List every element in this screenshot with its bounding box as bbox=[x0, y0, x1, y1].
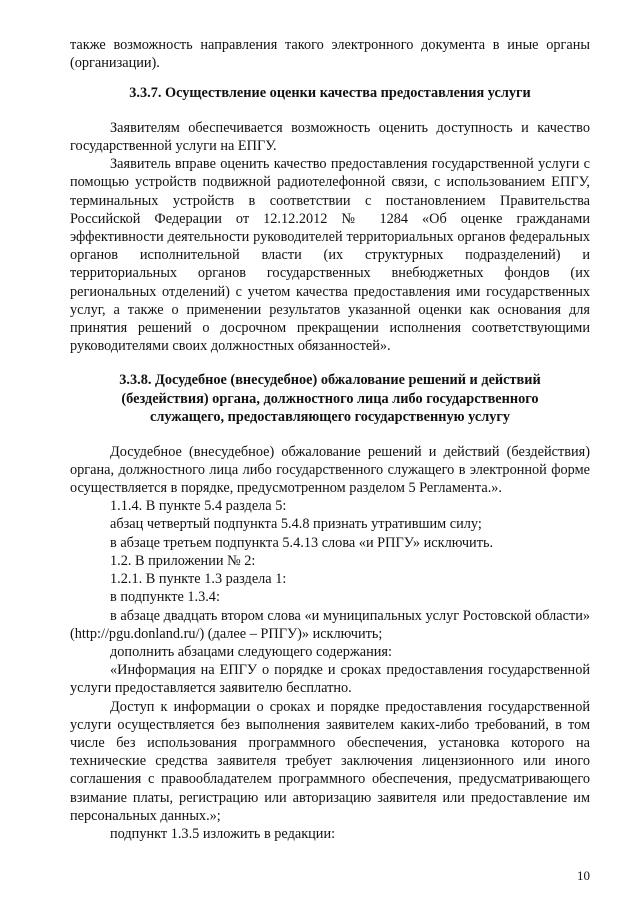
paragraph: 1.1.4. В пункте 5.4 раздела 5: bbox=[110, 498, 287, 515]
section-heading-3-3-7: 3.3.7. Осуществление оценки качества предоставления услуги bbox=[129, 85, 531, 102]
section-heading-3-3-8 bbox=[70, 371, 590, 426]
heading-line: служащего, предоставляющего государственную услугу bbox=[149, 409, 511, 426]
paragraph: Досудебное (внесудебное) обжалование решений и действий (бездействия) органа, должностного лица либо государственного служащего в электронной форме осуществляется в порядке, предусмотренном разделом 5 Регламента.». bbox=[70, 443, 590, 497]
paragraph: Доступ к информации о сроках и порядке предоставления государственной услуги осуществляется без выполнения заявителем каких-либо требований, в том числе без использования программного обеспечения, установка которого на технические средства заявителя требует заключения лицензионного или иного соглашения с правообладателем программного обеспечения, предусматривающего взимание платы, регистрацию или авторизацию заявителя или предоставление им персональных данных.»; bbox=[70, 698, 590, 824]
paragraph: 1.2.1. В пункте 1.3 раздела 1: bbox=[110, 571, 287, 588]
heading-line: 3.3.8. Досудебное (внесудебное) обжалование решений и действий bbox=[119, 372, 541, 389]
paragraph: 1.2. В приложении № 2: bbox=[110, 552, 256, 569]
document-page bbox=[70, 36, 590, 843]
paragraph: в подпункте 1.3.4: bbox=[110, 589, 220, 606]
page-number: 10 bbox=[577, 868, 590, 883]
paragraph: «Информация на ЕПГУ о порядке и сроках предоставления государственной услуги предоставляется заявителю бесплатно. bbox=[70, 662, 590, 697]
paragraph: в абзаце третьем подпункта 5.4.13 слова «и РПГУ» исключить. bbox=[110, 534, 494, 551]
paragraph: подпункт 1.3.5 изложить в редакции: bbox=[110, 825, 336, 842]
paragraph-continuation: также возможность направления такого электронного документа в иные органы (организации). bbox=[70, 37, 590, 72]
paragraph: Заявитель вправе оценить качество предоставления государственной услуги с помощью устройств подвижной радиотелефонной связи, с использованием ЕПГУ, терминальных устройств в соответствии с постановлением Правительства Российской Федерации от 12.12.2012 № 1284 «Об оценке гражданами эффективности деятельности руководителей территориальных органов федеральных органов исполнительной власти (их структурных подразделений) и территориальных органов государственных внебюджетных фондов (их региональных отделений) с учетом качества предоставления ими государственных услуг, а также о применении результатов указанной оценки как основания для принятия решений о досрочном прекращении исполнения соответствующими руководителями своих должностных обязанностей». bbox=[70, 156, 590, 355]
paragraph: Заявителям обеспечивается возможность оценить доступность и качество государственной услуги на ЕПГУ. bbox=[70, 119, 590, 155]
heading-line: (бездействия) органа, должностного лица либо государственного bbox=[121, 390, 539, 407]
paragraph: в абзаце двадцать втором слова «и муниципальных услуг Ростовской области» (http://pgu.donland.ru/) (далее – РПГУ)» исключить; bbox=[70, 607, 590, 642]
paragraph: дополнить абзацами следующего содержания: bbox=[110, 643, 392, 660]
paragraph: абзац четвертый подпункта 5.4.8 признать утратившим силу; bbox=[110, 516, 482, 533]
